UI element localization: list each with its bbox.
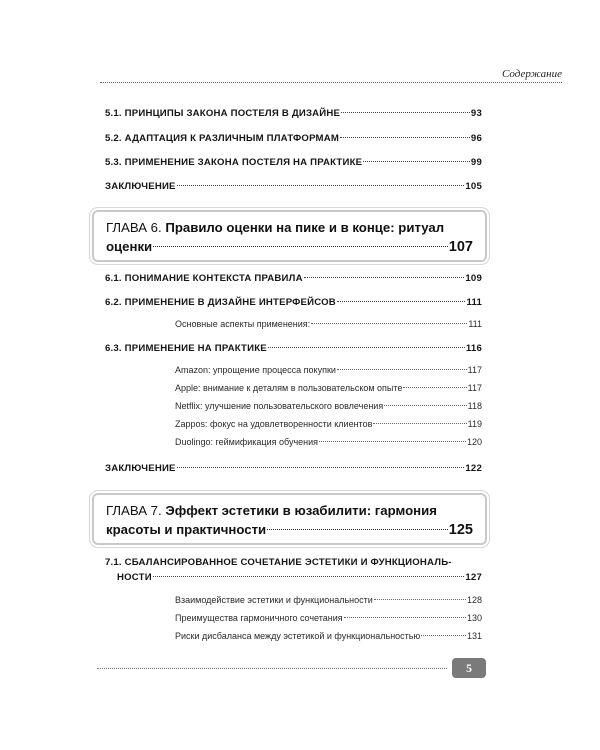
dot-leader: [374, 599, 466, 600]
toc-subentry[interactable]: [175, 613, 482, 623]
toc-subentry-page: 120: [466, 437, 482, 447]
toc-subentry-page: 117: [467, 383, 482, 393]
toc-entry[interactable]: [105, 273, 482, 284]
chapter-label: ГЛАВА 6.: [106, 220, 162, 235]
toc-entry-label: ЗАКЛЮЧЕНИЕ: [105, 463, 176, 474]
toc-subentry-page: 128: [466, 595, 482, 605]
dot-leader: [153, 246, 448, 247]
chapter-title-line2: оценки: [106, 239, 153, 254]
toc-subentry[interactable]: [175, 631, 482, 641]
dot-leader: [267, 529, 448, 530]
toc-subentry[interactable]: [175, 365, 482, 375]
toc-subentry-label: Zappos: фокус на удовлетворенности клиентов: [175, 419, 373, 429]
toc-entry[interactable]: [105, 157, 482, 168]
chapter-page: 107: [448, 239, 473, 255]
dot-leader: [268, 347, 465, 348]
toc-entry[interactable]: [105, 133, 482, 144]
chapter-label: ГЛАВА 7.: [106, 503, 162, 518]
toc-subentry-label: Преимущества гармоничного сочетания: [175, 613, 343, 623]
toc-subentry[interactable]: [175, 419, 482, 429]
chapter-page: 125: [448, 522, 473, 538]
toc-entry[interactable]: [105, 108, 482, 119]
dot-leader: [337, 369, 467, 370]
toc-entry-label: 6.3. ПРИМЕНЕНИЕ НА ПРАКТИКЕ: [105, 343, 267, 354]
toc-subentry[interactable]: [175, 401, 482, 411]
toc-subentry-page: 111: [468, 319, 482, 329]
page-number-badge: 5: [452, 658, 486, 678]
toc-entry-label-line1: 7.1. СБАЛАНСИРОВАННОЕ СОЧЕТАНИЕ ЭСТЕТИКИ И ФУНКЦИОНАЛЬ-: [105, 557, 452, 568]
toc-entry-label: 5.2. АДАПТАЦИЯ К РАЗЛИЧНЫМ ПЛАТФОРМАМ: [105, 133, 340, 144]
toc-subentry-page: 117: [467, 365, 482, 375]
chapter-title-line1: Эффект эстетики в юзабилити: гармония: [165, 503, 437, 518]
dot-leader: [340, 137, 470, 138]
toc-entry-page: 105: [465, 181, 482, 192]
dot-leader: [177, 467, 465, 468]
toc-entry-page: 111: [466, 297, 482, 308]
dot-leader: [341, 112, 470, 113]
toc-entry-label: 6.2. ПРИМЕНЕНИЕ В ДИЗАЙНЕ ИНТЕРФЕЙСОВ: [105, 297, 336, 308]
dot-leader: [344, 617, 466, 618]
toc-entry-page: 109: [465, 273, 482, 284]
header-title: Содержание: [501, 68, 562, 80]
toc-subentry-label: Риски дисбаланса между эстетикой и функциональностью: [175, 631, 421, 641]
toc-subentry[interactable]: [175, 319, 482, 329]
toc-entry[interactable]: [105, 181, 482, 192]
header-divider: [100, 82, 562, 83]
chapter-title-line1: Правило оценки на пике и в конце: ритуал: [165, 220, 445, 235]
dot-leader: [373, 423, 466, 424]
footer-divider: [97, 668, 447, 669]
chapter-7-heading[interactable]: [92, 493, 487, 545]
chapter-6-heading[interactable]: [92, 210, 487, 262]
toc-subentry-label: Взаимодействие эстетики и функциональности: [175, 595, 373, 605]
toc-entry-page: 122: [465, 463, 482, 474]
toc-subentry-label: Netflix: улучшение пользовательского вовлечения: [175, 401, 384, 411]
toc-subentry-page: 131: [466, 631, 482, 641]
dot-leader: [319, 441, 466, 442]
dot-leader: [177, 185, 465, 186]
toc-entry-page: 116: [465, 343, 482, 354]
chapter-title-line2: красоты и практичности: [106, 522, 267, 537]
toc-entry[interactable]: [105, 557, 482, 583]
dot-leader: [153, 576, 465, 577]
toc-subentry-page: 119: [467, 419, 482, 429]
toc-entry[interactable]: [105, 343, 482, 354]
toc-entry-label: 5.3. ПРИМЕНЕНИЕ ЗАКОНА ПОСТЕЛЯ НА ПРАКТИКЕ: [105, 157, 363, 168]
toc-entry-page: 127: [465, 572, 482, 583]
toc-entry-page: 93: [470, 108, 482, 119]
toc-entry-label: 5.1. ПРИНЦИПЫ ЗАКОНА ПОСТЕЛЯ В ДИЗАЙНЕ: [105, 108, 341, 119]
toc-entry-page: 99: [470, 157, 482, 168]
toc-entry[interactable]: [105, 297, 482, 308]
toc-subentry[interactable]: [175, 437, 482, 447]
toc-subentry-label: Amazon: упрощение процесса покупки: [175, 365, 336, 375]
toc-entry-label: 6.1. ПОНИМАНИЕ КОНТЕКСТА ПРАВИЛА: [105, 273, 303, 284]
dot-leader: [304, 277, 465, 278]
toc-subentry[interactable]: [175, 595, 482, 605]
dot-leader: [311, 323, 467, 324]
toc-subentry-label: Основные аспекты применения:: [175, 319, 311, 329]
toc-subentry-label: Apple: внимание к деталям в пользовательском опыте: [175, 383, 403, 393]
dot-leader: [403, 387, 466, 388]
dot-leader: [363, 161, 470, 162]
toc-subentry-label: Duolingo: геймификация обучения: [175, 437, 319, 447]
toc-entry-page: 96: [470, 133, 482, 144]
toc-entry[interactable]: [105, 463, 482, 474]
running-header: [100, 66, 562, 84]
toc-entry-label-line2: НОСТИ: [117, 572, 152, 583]
dot-leader: [337, 301, 466, 302]
dot-leader: [421, 635, 466, 636]
toc-subentry-page: 130: [466, 613, 482, 623]
toc-subentry[interactable]: [175, 383, 482, 393]
toc-subentry-page: 118: [467, 401, 482, 411]
dot-leader: [384, 405, 466, 406]
toc-entry-label: ЗАКЛЮЧЕНИЕ: [105, 181, 176, 192]
